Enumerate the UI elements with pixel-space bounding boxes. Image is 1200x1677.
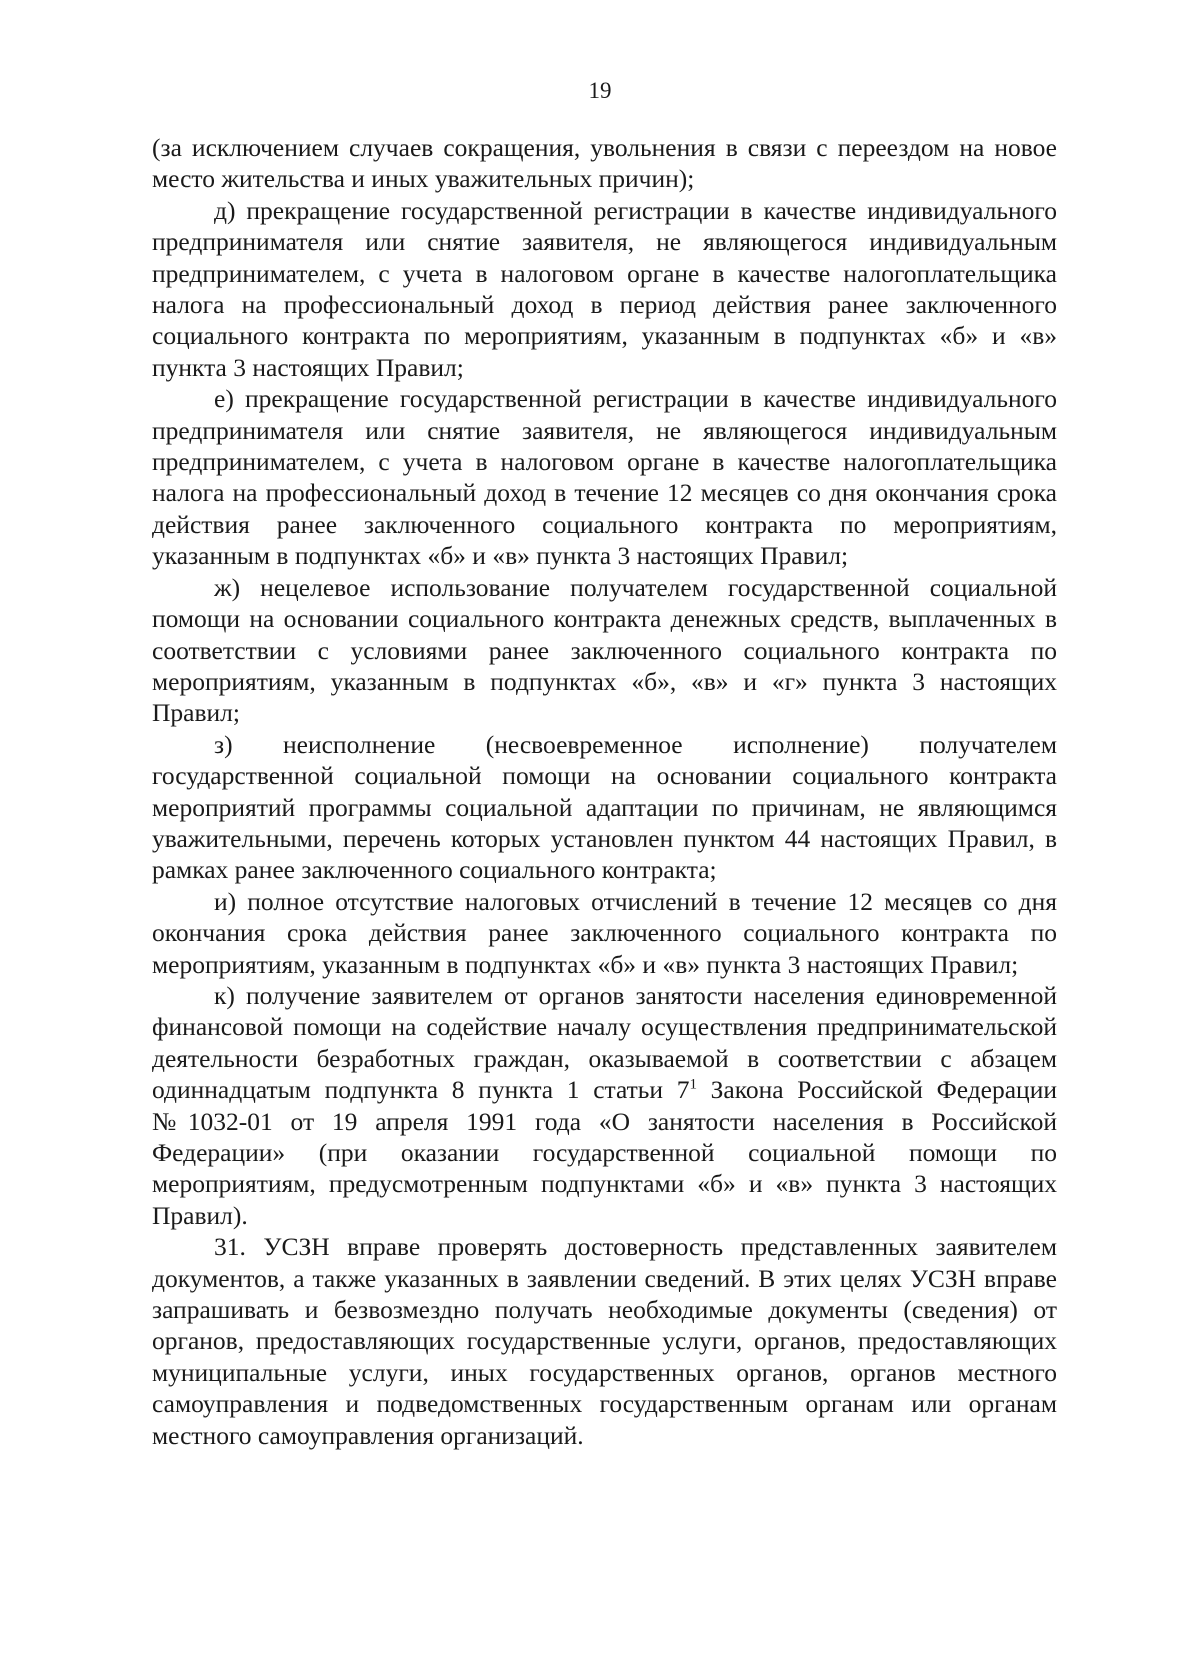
paragraph-item-k-part1: к) получение заявителем от органов занятости населения единовременной финансовой помощи на содействие началу осуществления предпринимательской деятельности безработных граждан, оказываемой в соответствии с абзацем одиннадцатым подпункта 8 пункта 1 статьи 7 xyxy=(152,980,1057,1105)
paragraph-item-z: з) неисполнение (несвоевременное исполнение) получателем государственной социальной помощи на основании социального контракта мероприятий программы социальной адаптации по причинам, не являющимся уважительными, перечень которых установлен пунктом 44 настоящих Правил, в рамках ранее заключенного социального контракта; xyxy=(152,729,1057,885)
paragraph-continuation: (за исключением случаев сокращения, увольнения в связи с переездом на новое место жительства и иных уважительных причин); xyxy=(152,133,1057,194)
paragraph-item-k-part2: Закона Российской Федерации №1032-01 от 19 апреля 1991 года «О занятости населения в Российской Федерации» (при оказании государственной социальной помощи по мероприятиям, предусмотренным подпунктами «б» и «в» пункта 3 настоящих Правил). xyxy=(152,1075,1057,1230)
paragraph-item-i: и) полное отсутствие налоговых отчислений в течение 12 месяцев со дня окончания срока действия ранее заключенного социального контракта по мероприятиям, указанным в подпунктах «б» и «в» пункта 3 настоящих Правил; xyxy=(152,886,1057,979)
paragraph-item-d: д) прекращение государственной регистрации в качестве индивидуального предпринимателя или снятие заявителя, не являющегося индивидуальным предпринимателем, с учета в налоговом органе в качестве налогоплательщика налога на профессиональный доход в период действия ранее заключенного социального контракта по мероприятиям, указанным в подпунктах «б» и «в» пункта 3 настоящих Правил; xyxy=(152,195,1057,382)
document-body xyxy=(152,132,1057,1451)
page-number: 19 xyxy=(588,78,612,103)
paragraph-item-e: е) прекращение государственной регистрации в качестве индивидуального предпринимателя или снятие заявителя, не являющегося индивидуальным предпринимателем, с учета в налоговом органе в качестве налогоплательщика налога на профессиональный доход в течение 12 месяцев со дня окончания срока действия ранее заключенного социального контракта по мероприятиям, указанным в подпунктах «б» и «в» пункта 3 настоящих Правил; xyxy=(152,384,1057,571)
superscript-article-number: 1 xyxy=(689,1076,697,1093)
paragraph-item-k xyxy=(152,980,1057,1231)
paragraph-section-31: 31. УСЗН вправе проверять достоверность представленных заявителем документов, а также указанных в заявлении сведений. В этих целях УСЗН вправе запрашивать и безвозмездно получать необходимые документы (сведения) от органов, предоставляющих государственные услуги, органов, предоставляющих муниципальные услуги, иных государственных органов, органов местного самоуправления и подведомственных государственным органам или органам местного самоуправления организаций. xyxy=(152,1232,1057,1450)
paragraph-item-zh: ж) нецелевое использование получателем государственной социальной помощи на основании социального контракта денежных средств, выплаченных в соответствии с условиями ранее заключенного социального контракта по мероприятиям, указанным в подпунктах «б», «в» и «г» пункта 3 настоящих Правил; xyxy=(152,572,1057,728)
